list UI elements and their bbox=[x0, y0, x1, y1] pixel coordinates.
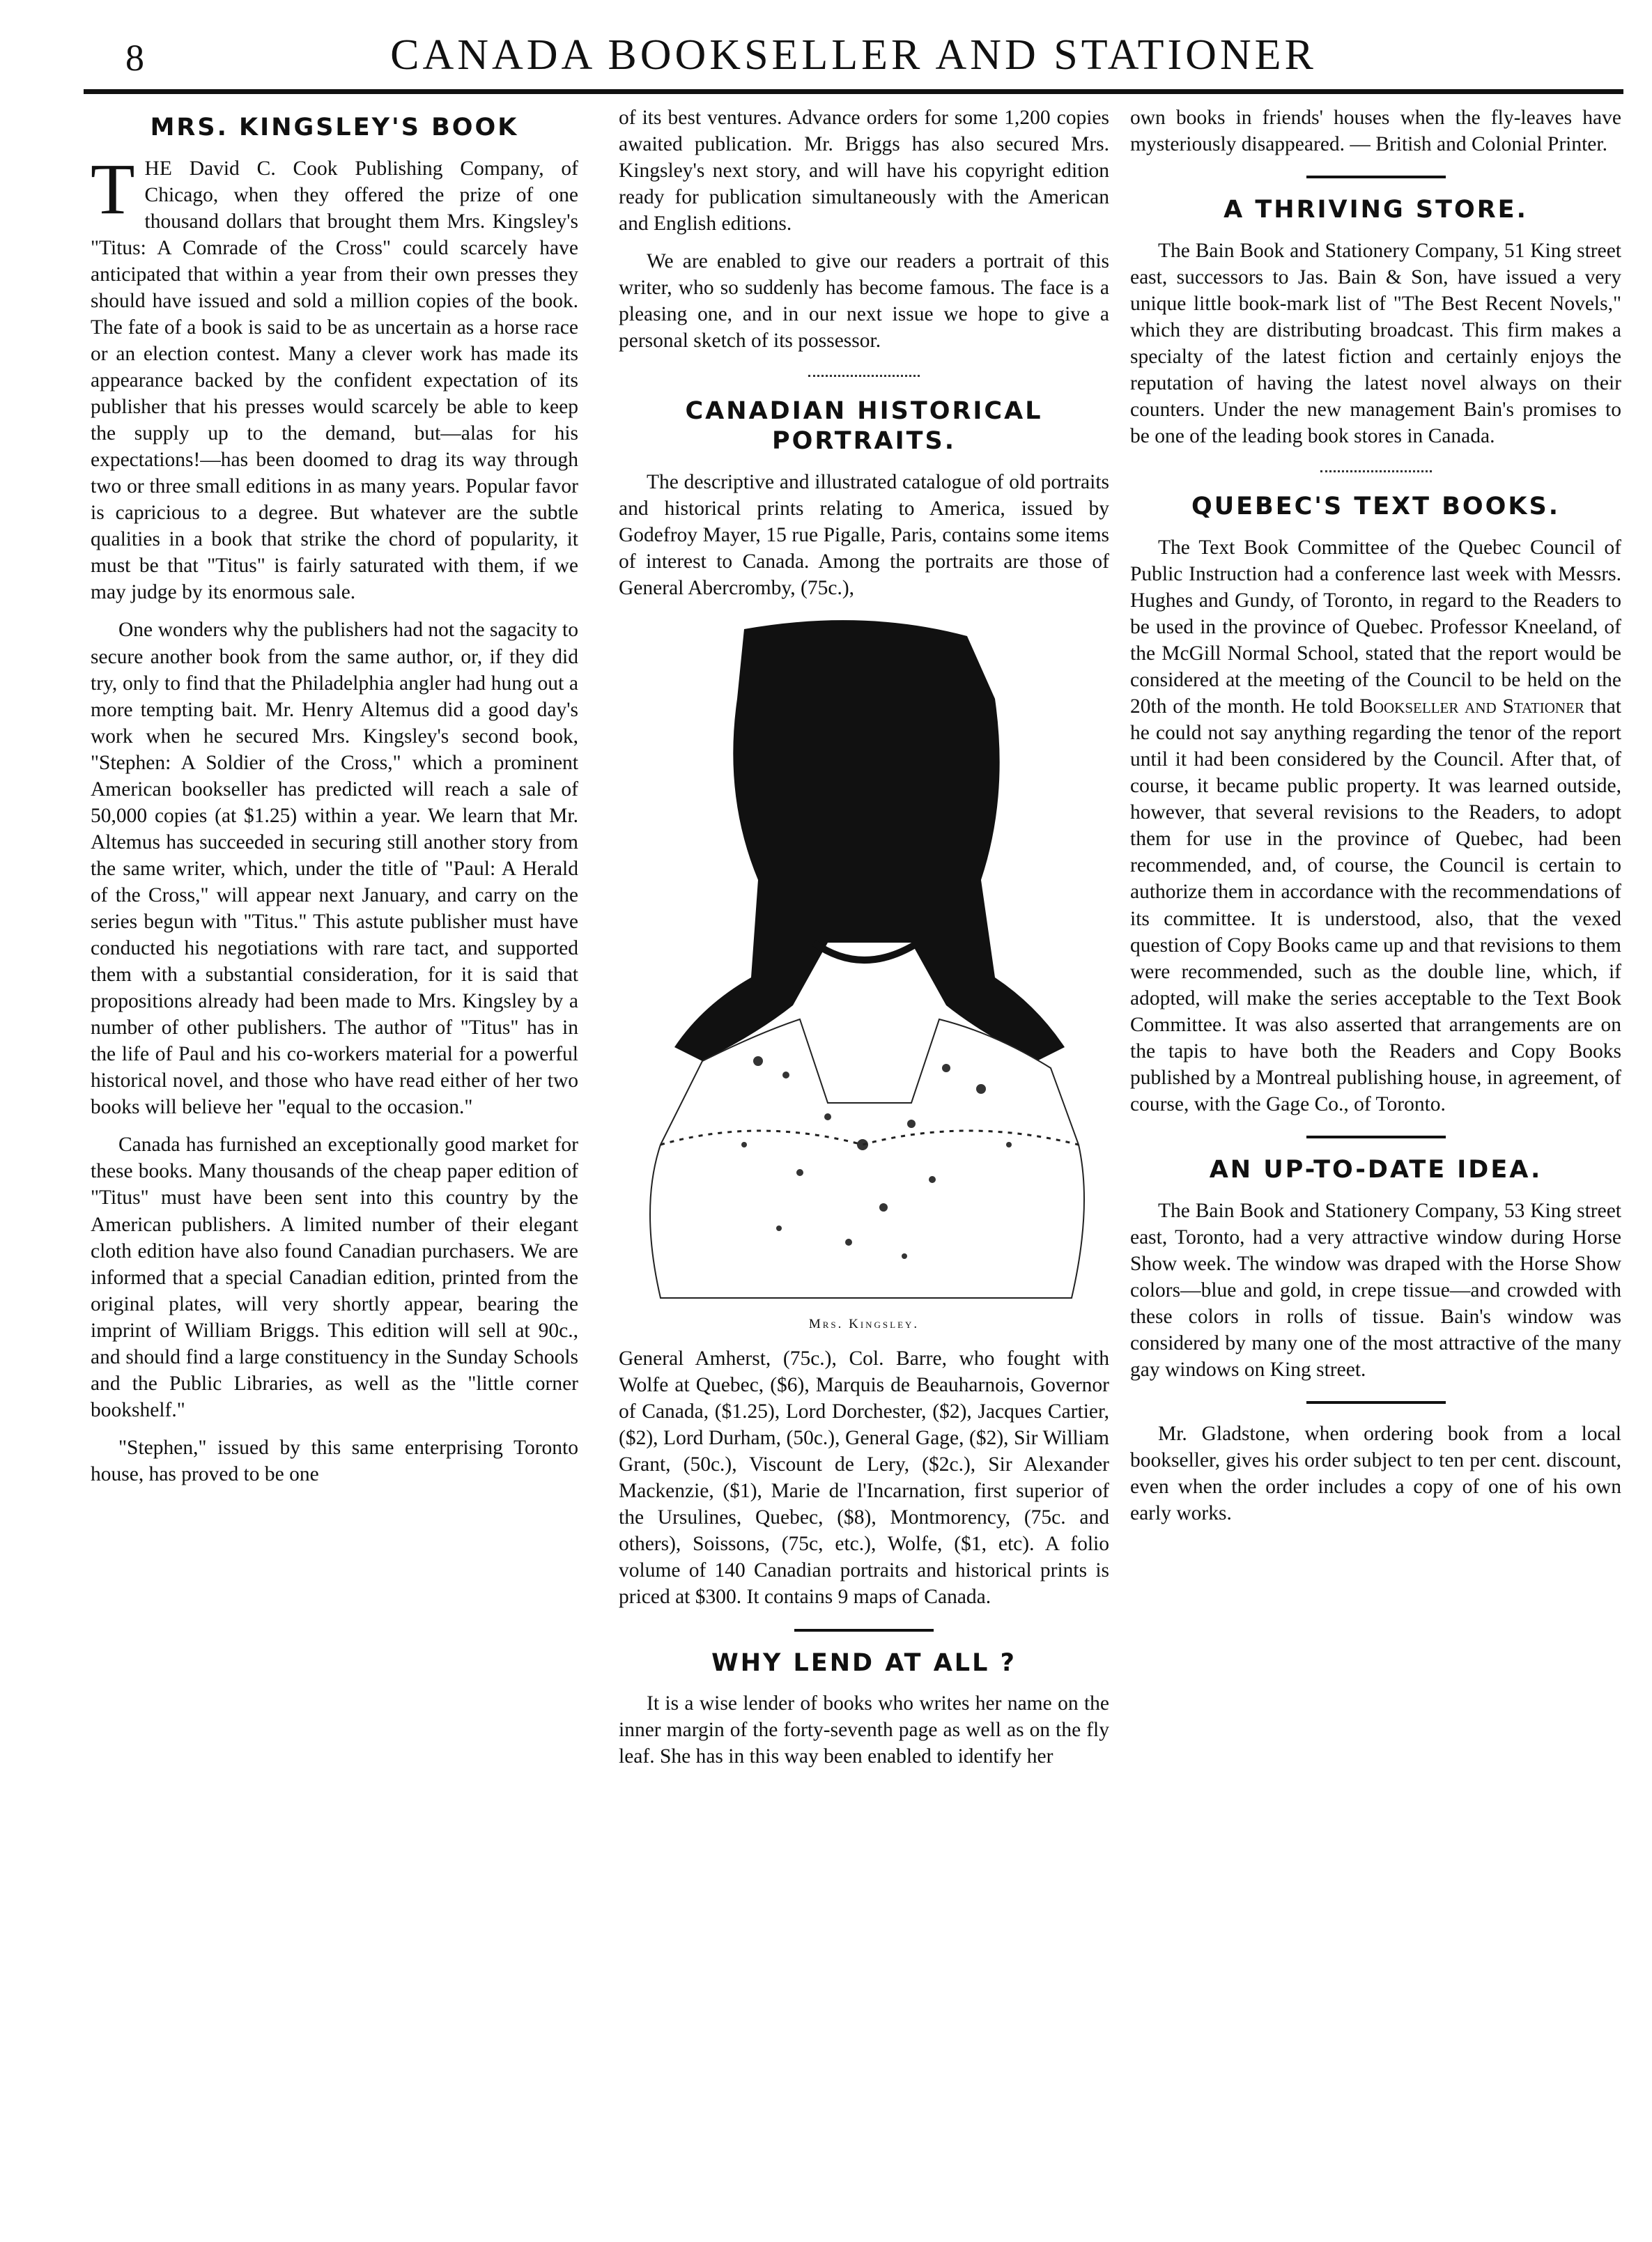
section-divider bbox=[1306, 176, 1446, 178]
thriving-paragraph: The Bain Book and Stationery Company, 51 King street east, successors to Jas. Bain & Son, have issued a very unique little book-mark list of "The Best Recent Novels," which they are distributing broadcast. This firm makes a specialty of the latest fiction and certainly enjoys the reputation of having the latest novel always on their counters. Under the new management Bain's promises to be one of the leading book stores in Canada. bbox=[1130, 239, 1621, 448]
lend-paragraph-2: own books in friends' houses when the fly-leaves have mysteriously disappeared. — British and Colonial Printer. bbox=[1130, 107, 1621, 156]
thriving-title: A THRIVING STORE. bbox=[1223, 196, 1528, 224]
lend-title: WHY LEND AT ALL ? bbox=[711, 1648, 1017, 1677]
portrait-figure bbox=[619, 615, 1109, 1333]
uptodate-title: AN UP-TO-DATE IDEA. bbox=[1209, 1155, 1543, 1184]
page-header bbox=[84, 31, 1623, 86]
kingsley-paragraph-3: Canada has furnished an exceptionally good market for these books. Many thousands of the cheap paper edition of "Titus" must have been sent into this country by the American publishers. A limited number of their elegant cloth edition have also found Canadian purchasers. We are informed that a special Canadian edition, printed from the original plates, will very shortly appear, bearing the imprint of William Briggs. This edition will sell at 90c., and should find a large constituency in the Sunday Schools and the Public Libraries, as well as the "little corner bookshelf." bbox=[91, 1134, 578, 1421]
portrait-caption: Mrs. Kingsley. bbox=[808, 1316, 920, 1331]
section-divider bbox=[1306, 1136, 1446, 1138]
quebec-text-a: The Text Book Committee of the Quebec Council of Public Instruction had a conference last week with Messrs. Hughes and Gundy, of Toronto, in regard to the Readers to be used in the province of Quebec. Professor Kneeland, of the McGill Normal School, stated that the report would be considered at the meeting of the Council to be held on the 20th of the month. He told bbox=[1130, 536, 1621, 718]
portrait-image bbox=[619, 615, 1109, 1305]
quebec-title: QUEBEC'S TEXT BOOKS. bbox=[1191, 493, 1561, 521]
kingsley-lead bbox=[91, 148, 578, 606]
column-3 bbox=[1130, 105, 1621, 1538]
section-divider bbox=[808, 375, 920, 377]
journal-reference: Bookseller and Stationer bbox=[1359, 695, 1584, 718]
section-divider bbox=[794, 1629, 934, 1632]
kingsley-paragraph-6: We are enabled to give our readers a portrait of this writer, who so suddenly has become famous. The face is a pleasing one, and in our next issue we hope to give a personal sketch of its possessor. bbox=[619, 250, 1109, 353]
column-2 bbox=[619, 105, 1109, 1781]
section-divider bbox=[1320, 470, 1432, 472]
portraits-paragraph-1: The descriptive and illustrated catalogue of old portraits and historical prints relating to America, issued by Godefroy Mayer, 15 rue Pigalle, Paris, contains some items of interest to Canada. Among the portraits are those of General Abercromby, (75c.), bbox=[619, 470, 1109, 599]
kingsley-paragraph-1: HE David C. Cook Publishing Company, of Chicago, when they offered the prize of one thousand dollars that brought them Mrs. Kingsley's "Titus: A Comrade of the Cross" could scarcely have anticipated that within a year from their own presses they should have issued and sold a million copies of the book. The fate of a book is said to be as uncertain as a horse race or an election contest. Many a clever work has made its appearance backed by the confident expectation of its publisher that his presses would scarcely be able to keep the supply up to the demand, but—alas for his expectations!—has been doomed to drag its way through two or three small editions in as many years. Popular favor is capricious to a degree. But whatever are the subtle qualities in a book that strike the chord of popularity, it must be that "Titus" is fairly saturated with them, if we may judge by its enormous sale. bbox=[91, 157, 578, 604]
page-number: 8 bbox=[125, 37, 144, 79]
drop-cap: T bbox=[91, 148, 135, 229]
portraits-paragraph-2: General Amherst, (75c.), Col. Barre, who fought with Wolfe at Quebec, ($6), Marquis de Beauharnois, Governor of Canada, ($1.25), Lord Dorchester, ($2), Jacques Cartier, ($2), Lord Durham, (50c.), General Gage, ($2), Sir William Grant, (50c.), Viscount de Lery, ($2c.), Sir Alexander Mackenzie, ($1), Marie de l'Incarnation, first superior of the Ursulines, Quebec, ($8), Montmorency, (75c. and others), Soissons, (75c, etc.), Wolfe, ($1, etc). A folio volume of 140 Canadian portraits and historical prints is priced at $300. It contains 9 maps of Canada. bbox=[619, 1347, 1109, 1609]
uptodate-paragraph: The Bain Book and Stationery Company, 53 King street east, Toronto, had a very attractive window during Horse Show week. The window was draped with the Horse Show colors—blue and gold, in crepe tissue—and crowded with these colors in rolls of tissue. Bain's window was considered by many one of the most attractive of the many gay windows on King street. bbox=[1130, 1199, 1621, 1381]
lend-paragraph-1: It is a wise lender of books who writes her name on the inner margin of the forty-seventh page as well as on the fly leaf. She has in this way been enabled to identify her bbox=[619, 1692, 1109, 1768]
quebec-text-b: that he could not say anything regarding the tenor of the report until it had been considered by the Council. After that, of course, it became public property. It was learned outside, however, that several revisions to the Readers, to adopt them for use in the province of Quebec, had been recommended, and, of course, the Council is certain to authorize them in accordance with the recommendations of its committee. It is understood, also, that the vexed question of Copy Books came up and that revisions to them were recommended, such as the double line, which, if adopted, will make the series acceptable to the Text Book Committee. It was also asserted that arrangements are on the tapis to have both the Readers and Copy Books published by a Montreal publishing house, in agreement, of course, with the Gage Co., of Toronto. bbox=[1130, 695, 1621, 1115]
quebec-paragraph bbox=[1130, 534, 1621, 1118]
kingsley-paragraph-2: One wonders why the publishers had not the sagacity to secure another book from the same author, or, if they did try, only to find that the Philadelphia angler had hung out a more tempting bait. Mr. Henry Altemus did a good day's work when he secured Mrs. Kingsley's second book, "Stephen: A Soldier of the Cross," which a prominent American bookseller has predicted will reach a sale of 50,000 copies (at $1.25) within a year. We learn that Mr. Altemus has succeeded in securing still another story from the same writer, which, under the title of "Paul: A Herald of the Cross," will appear next January, and carry on the series begun with "Titus." This astute publisher must have conducted his negotiations with rare tact, and supported them with a substantial consideration, for it is said that propositions already had been made to Mrs. Kingsley by a number of other publishers. The author of "Titus" has in the life of Paul and his co-workers material for a powerful historical novel, and those who have read either of her two books will believe her "equal to the occasion." bbox=[91, 619, 578, 1119]
portraits-title: CANADIAN HISTORICAL PORTRAITS. bbox=[685, 397, 1043, 456]
journal-title: CANADA BOOKSELLER AND STATIONER bbox=[390, 31, 1317, 79]
header-rule bbox=[84, 89, 1623, 94]
kingsley-title: MRS. KINGSLEY'S BOOK bbox=[150, 114, 519, 141]
section-divider bbox=[1306, 1401, 1446, 1404]
column-1 bbox=[91, 105, 578, 1499]
kingsley-paragraph-4: "Stephen," issued by this same enterprising Toronto house, has proved to be one bbox=[91, 1436, 578, 1485]
gladstone-paragraph: Mr. Gladstone, when ordering book from a local bookseller, gives his order subject to ten per cent. discount, even when the order includes a copy of one of his own early works. bbox=[1130, 1422, 1621, 1525]
kingsley-paragraph-5: of its best ventures. Advance orders for some 1,200 copies awaited publication. Mr. Briggs has also secured Mrs. Kingsley's next story, and will have his copyright edition ready for publication simultaneously with the American and English editions. bbox=[619, 107, 1109, 235]
